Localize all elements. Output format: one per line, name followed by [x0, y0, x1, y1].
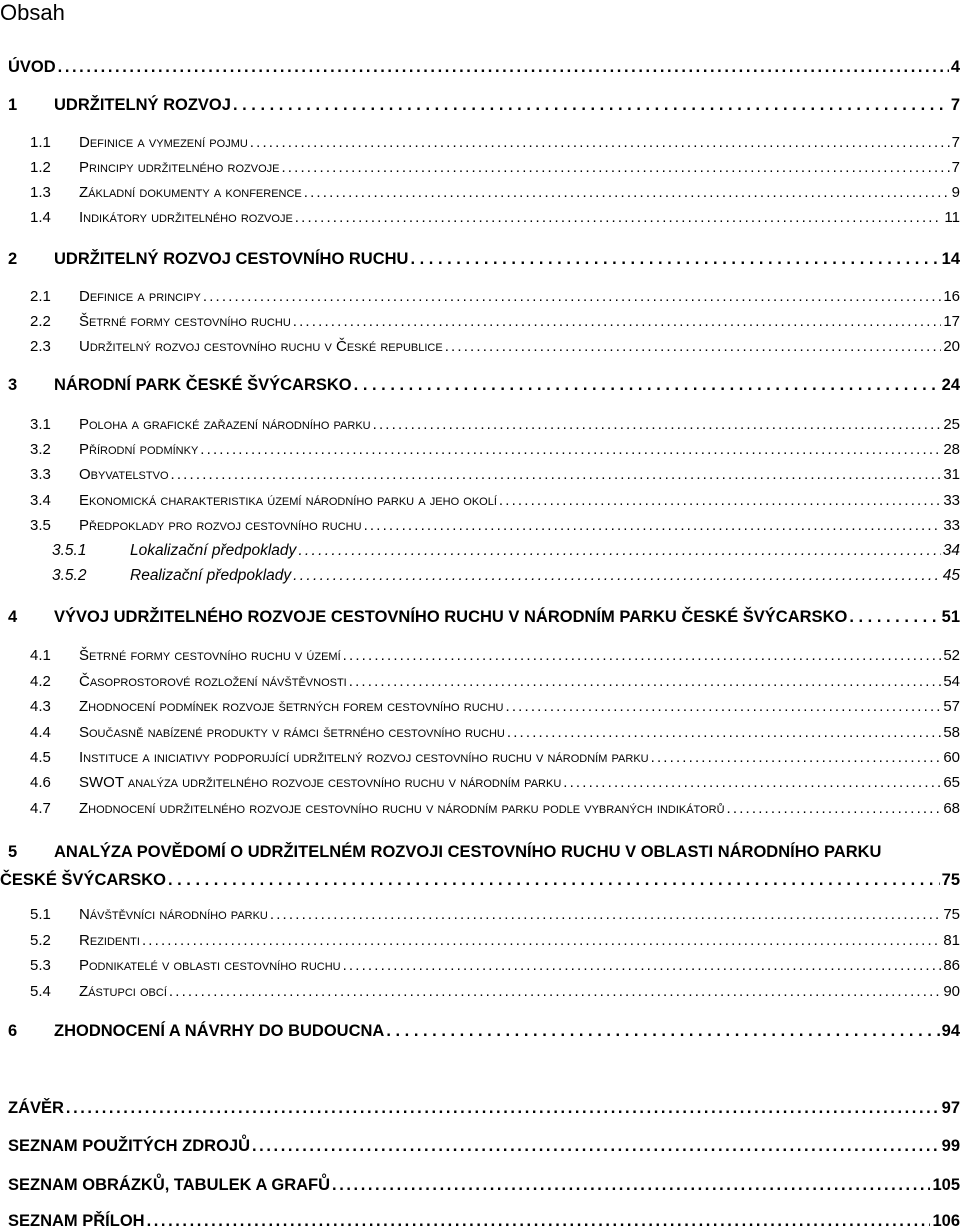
- toc-entry-number: 3.5.2: [52, 567, 87, 584]
- toc-entry-number: 2: [8, 250, 18, 268]
- toc-entry-label: Poloha a grafické zařazení národního parku: [79, 416, 371, 433]
- toc-entry-number: 3.5: [30, 517, 51, 534]
- toc-page-number: 17: [943, 313, 960, 330]
- toc-entry-label: SEZNAM POUŽITÝCH ZDROJŮ: [8, 1137, 251, 1155]
- toc-leader-dots: [849, 608, 939, 627]
- toc-leader-dots: [295, 209, 943, 226]
- toc-entry-label: Zhodnocení podmínek rozvoje šetrných forem cestovního ruchu: [79, 698, 504, 715]
- toc-entry-label: Časoprostorové rozložení návštěvnosti: [79, 673, 347, 690]
- toc-entry-number: 1: [8, 96, 18, 114]
- toc-page-number: 33: [943, 517, 960, 534]
- toc-entry-number: 3.1: [30, 416, 51, 433]
- toc-page-number: 65: [943, 774, 960, 791]
- toc-entry-number: 4.4: [30, 724, 51, 741]
- toc-entry-label: Šetrné formy cestovního ruchu: [79, 313, 291, 330]
- toc-page-number: 7: [950, 96, 960, 114]
- toc-entry-number: 5: [8, 843, 18, 861]
- toc-entry-label: Rezidenti: [79, 932, 140, 949]
- toc-leader-dots: [200, 441, 941, 458]
- toc-entry-4-5[interactable]: [30, 749, 960, 766]
- toc-leader-dots: [563, 774, 941, 791]
- toc-page-number: 34: [942, 542, 960, 559]
- toc-leader-dots: [293, 313, 942, 330]
- toc-page-number: 52: [943, 647, 960, 664]
- toc-entry-label: Šetrné formy cestovního ruchu v území: [79, 647, 341, 664]
- toc-entry-5-4[interactable]: [30, 983, 960, 1000]
- toc-page-number: 20: [943, 338, 960, 355]
- toc-entry-number: 3.5.1: [52, 542, 87, 559]
- toc-leader-dots: [233, 96, 949, 115]
- toc-entry-label: Obyvatelstvo: [79, 466, 169, 483]
- toc-page-number: 33: [943, 492, 960, 509]
- toc-entry-3-2[interactable]: [30, 441, 960, 458]
- toc-page-number: 97: [941, 1099, 960, 1117]
- toc-entry-label: Předpoklady pro rozvoj cestovního ruchu: [79, 517, 362, 534]
- toc-leader-dots: [66, 1099, 940, 1118]
- toc-entry-label: UDRŽITELNÝ ROZVOJ CESTOVNÍHO RUCHU: [54, 250, 409, 268]
- toc-entry-chapter-3[interactable]: [8, 376, 960, 395]
- toc-entry-number: 3: [8, 376, 18, 394]
- toc-entry-number: 2.1: [30, 288, 51, 305]
- toc-entry-4-3[interactable]: [30, 698, 960, 715]
- toc-entry-chapter-5[interactable]: [0, 838, 960, 894]
- toc-entry-appendices[interactable]: [8, 1212, 960, 1231]
- toc-entry-3-5[interactable]: [30, 517, 960, 534]
- toc-leader-dots: [373, 416, 942, 433]
- toc-entry-label: Definice a principy: [79, 288, 201, 305]
- toc-entry-number: 5.1: [30, 906, 51, 923]
- toc-page-number: 24: [941, 376, 960, 394]
- toc-entry-label: Ekonomická charakteristika území národního parku a jeho okolí: [79, 492, 497, 509]
- toc-leader-dots: [298, 542, 940, 560]
- toc-page-number: 75: [943, 906, 960, 923]
- toc-entry-number: 5.2: [30, 932, 51, 949]
- toc-entry-4-6[interactable]: [30, 774, 960, 791]
- toc-page-number: 57: [943, 698, 960, 715]
- toc-entry-number: 5.4: [30, 983, 51, 1000]
- toc-entry-label: Principy udržitelného rozvoje: [79, 159, 280, 176]
- page-title: Obsah: [0, 0, 65, 25]
- toc-entry-1-4[interactable]: [30, 209, 960, 226]
- toc-leader-dots: [250, 134, 950, 151]
- toc-entry-2-2[interactable]: [30, 313, 960, 330]
- toc-entry-label: Návštěvníci národního parku: [79, 906, 268, 923]
- toc-page-number: 45: [942, 567, 960, 584]
- toc-leader-dots: [410, 250, 939, 269]
- toc-entry-number: 4.1: [30, 647, 51, 664]
- toc-leader-dots: [171, 466, 942, 483]
- toc-entry-label: VÝVOJ UDRŽITELNÉHO ROZVOJE CESTOVNÍHO RUCHU V NÁRODNÍM PARKU ČESKÉ ŠVÝCARSKO: [54, 608, 848, 626]
- toc-entry-1-1[interactable]: [30, 134, 960, 151]
- toc-entry-2-1[interactable]: [30, 288, 960, 305]
- toc-entry-label: Zástupci obcí: [79, 983, 167, 1000]
- toc-entry-number: 6: [8, 1022, 18, 1040]
- toc-page-number: 4: [950, 58, 960, 76]
- toc-entry-number: 4.2: [30, 673, 51, 690]
- toc-entry-chapter-4[interactable]: [8, 608, 960, 627]
- toc-page-number: 11: [944, 209, 960, 226]
- toc-entry-4-7[interactable]: [30, 800, 960, 817]
- toc-entry-intro[interactable]: [8, 58, 960, 77]
- toc-entry-1-2[interactable]: [30, 159, 960, 176]
- toc-page-number: 105: [932, 1176, 960, 1194]
- toc-entry-number: 4.3: [30, 698, 51, 715]
- toc-page-number: 28: [943, 441, 960, 458]
- toc-page-number: 99: [941, 1137, 960, 1155]
- toc-leader-dots: [147, 1212, 931, 1231]
- toc-leader-dots: [293, 567, 941, 585]
- toc-entry-number: 3.2: [30, 441, 51, 458]
- toc-leader-dots: [203, 288, 941, 305]
- toc-leader-dots: [169, 983, 941, 1000]
- toc-entry-label: ANALÝZA POVĚDOMÍ O UDRŽITELNÉM ROZVOJI CESTOVNÍHO RUCHU V OBLASTI NÁRODNÍHO PARKU: [54, 843, 882, 861]
- toc-entry-number: 2.2: [30, 313, 51, 330]
- toc-entry-label: SWOT analýza udržitelného rozvoje cestovního ruchu v národním parku: [79, 774, 562, 791]
- toc-entry-label: ZÁVĚR: [8, 1099, 64, 1117]
- toc-entry-label-continued: ČESKÉ ŠVÝCARSKO: [0, 871, 166, 889]
- toc-entry-label: UDRŽITELNÝ ROZVOJ: [54, 96, 231, 114]
- toc-entry-label: Podnikatelé v oblasti cestovního ruchu: [79, 957, 341, 974]
- toc-entry-number: 5.3: [30, 957, 51, 974]
- toc-entry-number: 4.6: [30, 774, 51, 791]
- toc-leader-dots: [304, 184, 950, 201]
- toc-page-number: 58: [943, 724, 960, 741]
- toc-entry-label: Instituce a iniciativy podporující udržitelný rozvoj cestovního ruchu v národním parku: [79, 749, 649, 766]
- toc-entry-number: 3.4: [30, 492, 51, 509]
- toc-leader-dots: [507, 724, 941, 741]
- toc-entry-figures[interactable]: [8, 1176, 960, 1195]
- toc-entry-label: Přírodní podmínky: [79, 441, 199, 458]
- toc-entry-5-1[interactable]: [30, 906, 960, 923]
- toc-leader-dots: [168, 866, 940, 894]
- toc-page-number: 7: [951, 159, 960, 176]
- toc-entry-chapter-1[interactable]: [8, 96, 960, 115]
- toc-page-number: 81: [943, 932, 960, 949]
- toc-page-number: 9: [951, 184, 960, 201]
- toc-leader-dots: [252, 1137, 940, 1156]
- toc-page-number: 25: [943, 416, 960, 433]
- toc-entry-number: 4.7: [30, 800, 51, 817]
- toc-entry-chapter-2[interactable]: [8, 250, 960, 269]
- toc-entry-label: ÚVOD: [8, 58, 56, 76]
- toc-entry-4-2[interactable]: [30, 673, 960, 690]
- toc-entry-label: SEZNAM OBRÁZKŮ, TABULEK A GRAFŮ: [8, 1176, 331, 1194]
- toc-entry-number: 1.1: [30, 134, 51, 151]
- toc-entry-label: SEZNAM PŘÍLOH: [8, 1212, 145, 1230]
- toc-entry-3-4[interactable]: [30, 492, 960, 509]
- toc-leader-dots: [349, 673, 942, 690]
- toc-page-number: 16: [943, 288, 960, 305]
- toc-leader-dots: [499, 492, 941, 509]
- toc-entry-5-2[interactable]: [30, 932, 960, 949]
- toc-entry-3-5-2[interactable]: [52, 567, 960, 585]
- toc-entry-label: Udržitelný rozvoj cestovního ruchu v České republice: [79, 338, 443, 355]
- toc-page-number: 106: [932, 1212, 960, 1230]
- toc-page-number: 68: [943, 800, 960, 817]
- toc-leader-dots: [281, 159, 949, 176]
- toc-entry-5-3[interactable]: [30, 957, 960, 974]
- toc-entry-4-4[interactable]: [30, 724, 960, 741]
- toc-leader-dots: [270, 906, 941, 923]
- toc-entry-4-1[interactable]: [30, 647, 960, 664]
- toc-entry-3-5-1[interactable]: [52, 542, 960, 560]
- toc-entry-number: 4: [8, 608, 18, 626]
- toc-page-number: 54: [943, 673, 960, 690]
- toc-entry-number: 1.2: [30, 159, 51, 176]
- toc-entry-label: Indikátory udržitelného rozvoje: [79, 209, 293, 226]
- toc-leader-dots: [445, 338, 942, 355]
- toc-entry-chapter-6[interactable]: [8, 1022, 960, 1041]
- toc-leader-dots: [386, 1022, 939, 1041]
- toc-page-number: 31: [943, 466, 960, 483]
- toc-page-number: 86: [943, 957, 960, 974]
- toc-page-number: 14: [941, 250, 960, 268]
- toc-entry-conclusion[interactable]: [8, 1099, 960, 1118]
- toc-leader-dots: [651, 749, 942, 766]
- toc-page-number: 94: [941, 1022, 960, 1040]
- toc-entry-sources[interactable]: [8, 1137, 960, 1156]
- toc-entry-number: 2.3: [30, 338, 51, 355]
- toc-leader-dots: [343, 647, 942, 664]
- toc-entry-1-3[interactable]: [30, 184, 960, 201]
- toc-page-number: 51: [941, 608, 960, 626]
- toc-leader-dots: [364, 517, 942, 534]
- toc-entry-label: Lokalizační předpoklady: [130, 542, 297, 559]
- toc-entry-number: 1.4: [30, 209, 51, 226]
- toc-entry-label: Současně nabízené produkty v rámci šetrného cestovního ruchu: [79, 724, 505, 741]
- toc-entry-3-3[interactable]: [30, 466, 960, 483]
- toc-entry-label: Zhodnocení udržitelného rozvoje cestovního ruchu v národním parku podle vybraných indikátorů: [79, 800, 725, 817]
- toc-entry-label: ZHODNOCENÍ A NÁVRHY DO BUDOUCNA: [54, 1022, 385, 1040]
- toc-page-number: 75: [941, 871, 960, 889]
- toc-entry-label: Realizační předpoklady: [130, 567, 292, 584]
- toc-entry-number: 3.3: [30, 466, 51, 483]
- toc-leader-dots: [142, 932, 941, 949]
- toc-entry-number: 4.5: [30, 749, 51, 766]
- toc-leader-dots: [354, 376, 940, 395]
- toc-leader-dots: [506, 698, 942, 715]
- toc-leader-dots: [332, 1176, 930, 1195]
- toc-leader-dots: [58, 58, 949, 77]
- toc-page-number: 90: [943, 983, 960, 1000]
- toc-page-number: 7: [951, 134, 960, 151]
- toc-entry-number: 1.3: [30, 184, 51, 201]
- toc-entry-label: NÁRODNÍ PARK ČESKÉ ŠVÝCARSKO: [54, 376, 352, 394]
- toc-page-number: 60: [943, 749, 960, 766]
- toc-entry-label: Základní dokumenty a konference: [79, 184, 302, 201]
- toc-entry-2-3[interactable]: [30, 338, 960, 355]
- toc-leader-dots: [343, 957, 942, 974]
- toc-leader-dots: [727, 800, 942, 817]
- toc-entry-3-1[interactable]: [30, 416, 960, 433]
- toc-entry-label: Definice a vymezení pojmu: [79, 134, 248, 151]
